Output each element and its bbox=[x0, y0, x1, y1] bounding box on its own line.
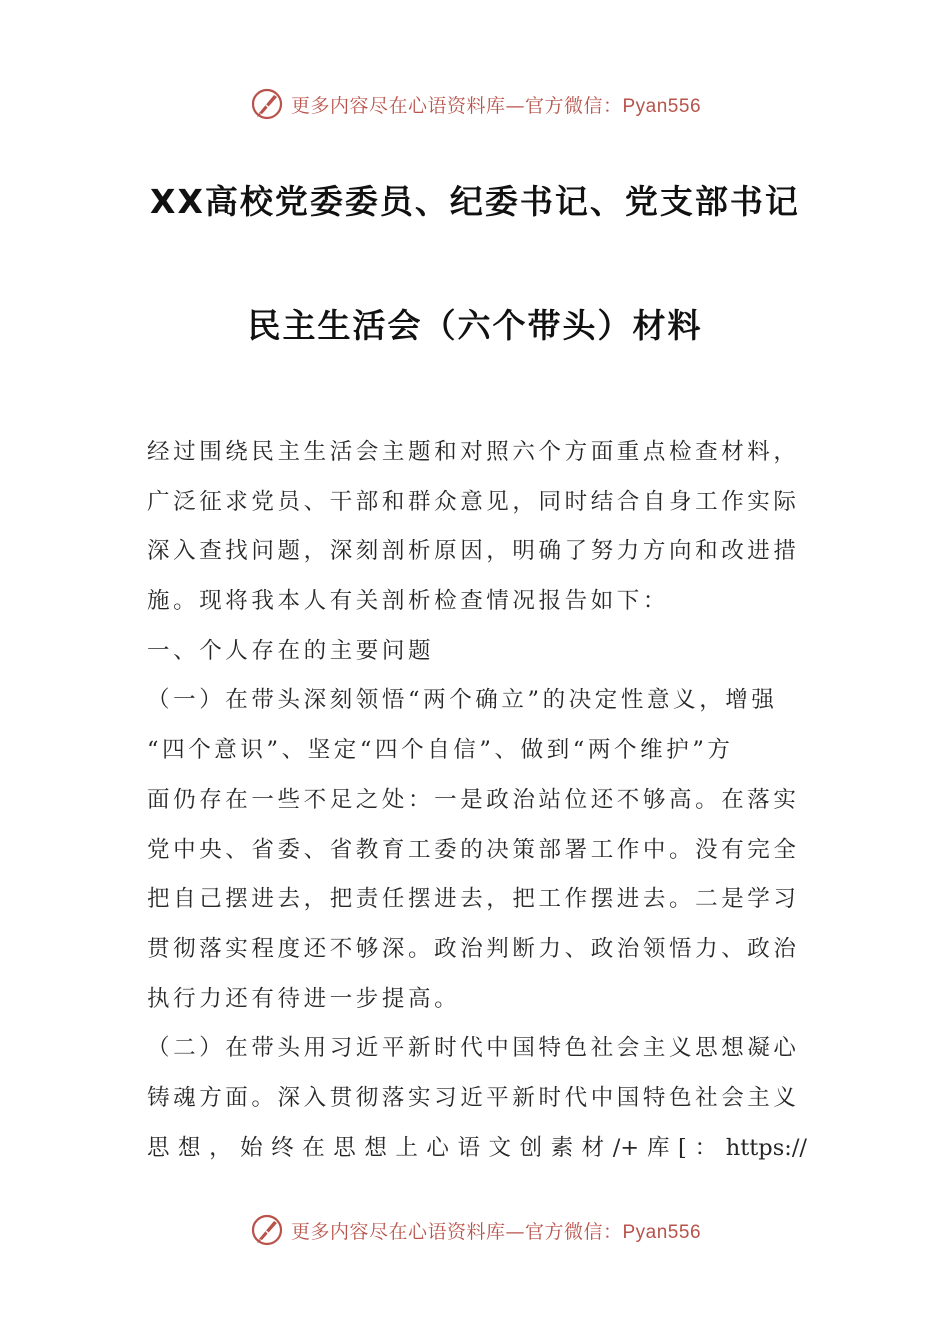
watermark-label: 官方微信： bbox=[524, 1220, 623, 1243]
body-line: 把自己摆进去，把责任摆进去，把工作摆进去。二是学习 bbox=[147, 886, 800, 913]
body-line: 施。现将我本人有关剖析检查情况报告如下： bbox=[147, 588, 670, 615]
body-line: 党中央、省委、省教育工委的决策部署工作中。没有完全 bbox=[147, 836, 800, 863]
quill-logo-icon bbox=[249, 86, 285, 122]
body-line: 广泛征求党员、干部和群众意见，同时结合自身工作实际 bbox=[147, 488, 800, 515]
watermark-brand: 更多内容尽在心语资料库 bbox=[290, 1220, 506, 1243]
body-line: 深入查找问题，深刻剖析原因，明确了努力方向和改进措 bbox=[147, 538, 800, 565]
document-body bbox=[147, 428, 807, 1173]
body-line: 铸魂方面。深入贯彻落实习近平新时代中国特色社会主义 bbox=[147, 1084, 800, 1111]
document-title-line-2: 民主生活会（六个带头）材料 bbox=[247, 306, 703, 345]
document-title-line-1: XX高校党委委员、纪委书记、党支部书记 bbox=[150, 182, 800, 221]
body-line: 面仍存在一些不足之处：一是政治站位还不够高。在落实 bbox=[147, 786, 800, 813]
body-line: （一）在带头深刻领悟“两个确立”的决定性意义，增强 bbox=[147, 687, 778, 714]
body-line: 经过围绕民主生活会主题和对照六个方面重点检查材料， bbox=[147, 439, 800, 465]
watermark-text bbox=[291, 91, 701, 118]
section-heading: 一、个人存在的主要问题 bbox=[147, 637, 435, 664]
body-line: 贯彻落实程度还不够深。政治判断力、政治领悟力、政治 bbox=[147, 935, 800, 962]
body-line: 执行力还有待进一步提高。 bbox=[147, 985, 461, 1012]
quill-logo-icon bbox=[249, 1212, 285, 1248]
body-line: （二）在带头用习近平新时代中国特色社会主义思想凝心 bbox=[147, 1035, 800, 1062]
watermark-id: Pyan556 bbox=[622, 1221, 702, 1243]
body-line: “四个意识”、坚定“四个自信”、做到“两个维护”方 bbox=[147, 737, 734, 764]
watermark-id: Pyan556 bbox=[622, 95, 702, 117]
header-watermark bbox=[0, 84, 950, 124]
watermark-separator: — bbox=[505, 1220, 525, 1243]
footer-watermark bbox=[0, 1210, 950, 1250]
watermark-label: 官方微信： bbox=[524, 94, 623, 117]
body-line-with-link: 思 想 ， 始 终 在 思 想 上 心 语 文 创 素 材 /+ 库 [ ： https:// bbox=[147, 1134, 807, 1161]
watermark-text bbox=[291, 1217, 701, 1244]
watermark-separator: — bbox=[505, 94, 525, 117]
watermark-brand: 更多内容尽在心语资料库 bbox=[290, 94, 506, 117]
